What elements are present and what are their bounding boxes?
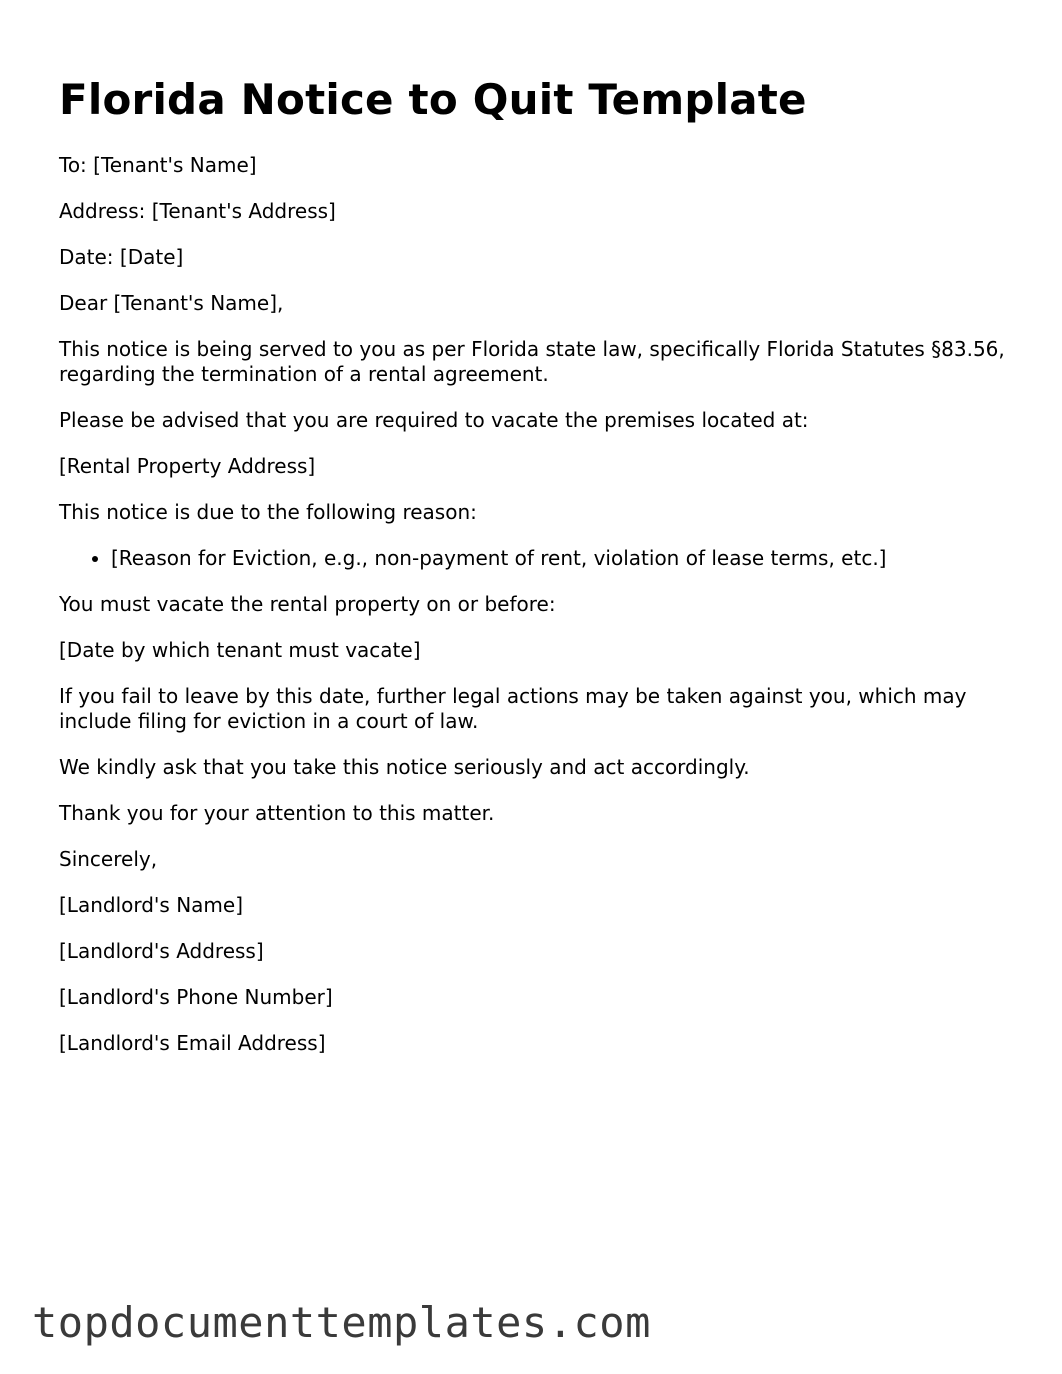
landlord-address: [Landlord's Address] (59, 939, 264, 963)
to-line: To: [Tenant's Name] (59, 153, 257, 177)
vacate-intro: You must vacate the rental property on or before: (59, 592, 556, 616)
date-line: Date: [Date] (59, 245, 184, 269)
request-paragraph: We kindly ask that you take this notice seriously and act accordingly. (59, 755, 750, 779)
property-address: [Rental Property Address] (59, 454, 316, 478)
vacate-date: [Date by which tenant must vacate] (59, 638, 421, 662)
site-watermark: topdocumenttemplates.com (32, 1298, 651, 1347)
reason-list (59, 546, 1009, 571)
list-item: • [Reason for Eviction, e.g., non-payment of rent, violation of lease terms, etc.] (111, 546, 1009, 571)
advised-paragraph: Please be advised that you are required to vacate the premises located at: (59, 408, 809, 432)
thanks-paragraph: Thank you for your attention to this matter. (59, 801, 495, 825)
salutation: Dear [Tenant's Name], (59, 291, 284, 315)
document-title: Florida Notice to Quit Template (59, 75, 807, 124)
landlord-phone: [Landlord's Phone Number] (59, 985, 333, 1009)
landlord-email: [Landlord's Email Address] (59, 1031, 326, 1055)
consequence-paragraph: If you fail to leave by this date, further legal actions may be taken against you, which may include filing for eviction in a court of law. (59, 684, 967, 733)
address-line: Address: [Tenant's Address] (59, 199, 336, 223)
document-page (59, 74, 1009, 1077)
intro-paragraph: This notice is being served to you as per Florida state law, specifically Florida Statutes §83.56, regarding the termination of a rental agreement. (59, 337, 1005, 386)
landlord-name: [Landlord's Name] (59, 893, 244, 917)
reason-intro: This notice is due to the following reason: (59, 500, 477, 524)
closing: Sincerely, (59, 847, 158, 871)
